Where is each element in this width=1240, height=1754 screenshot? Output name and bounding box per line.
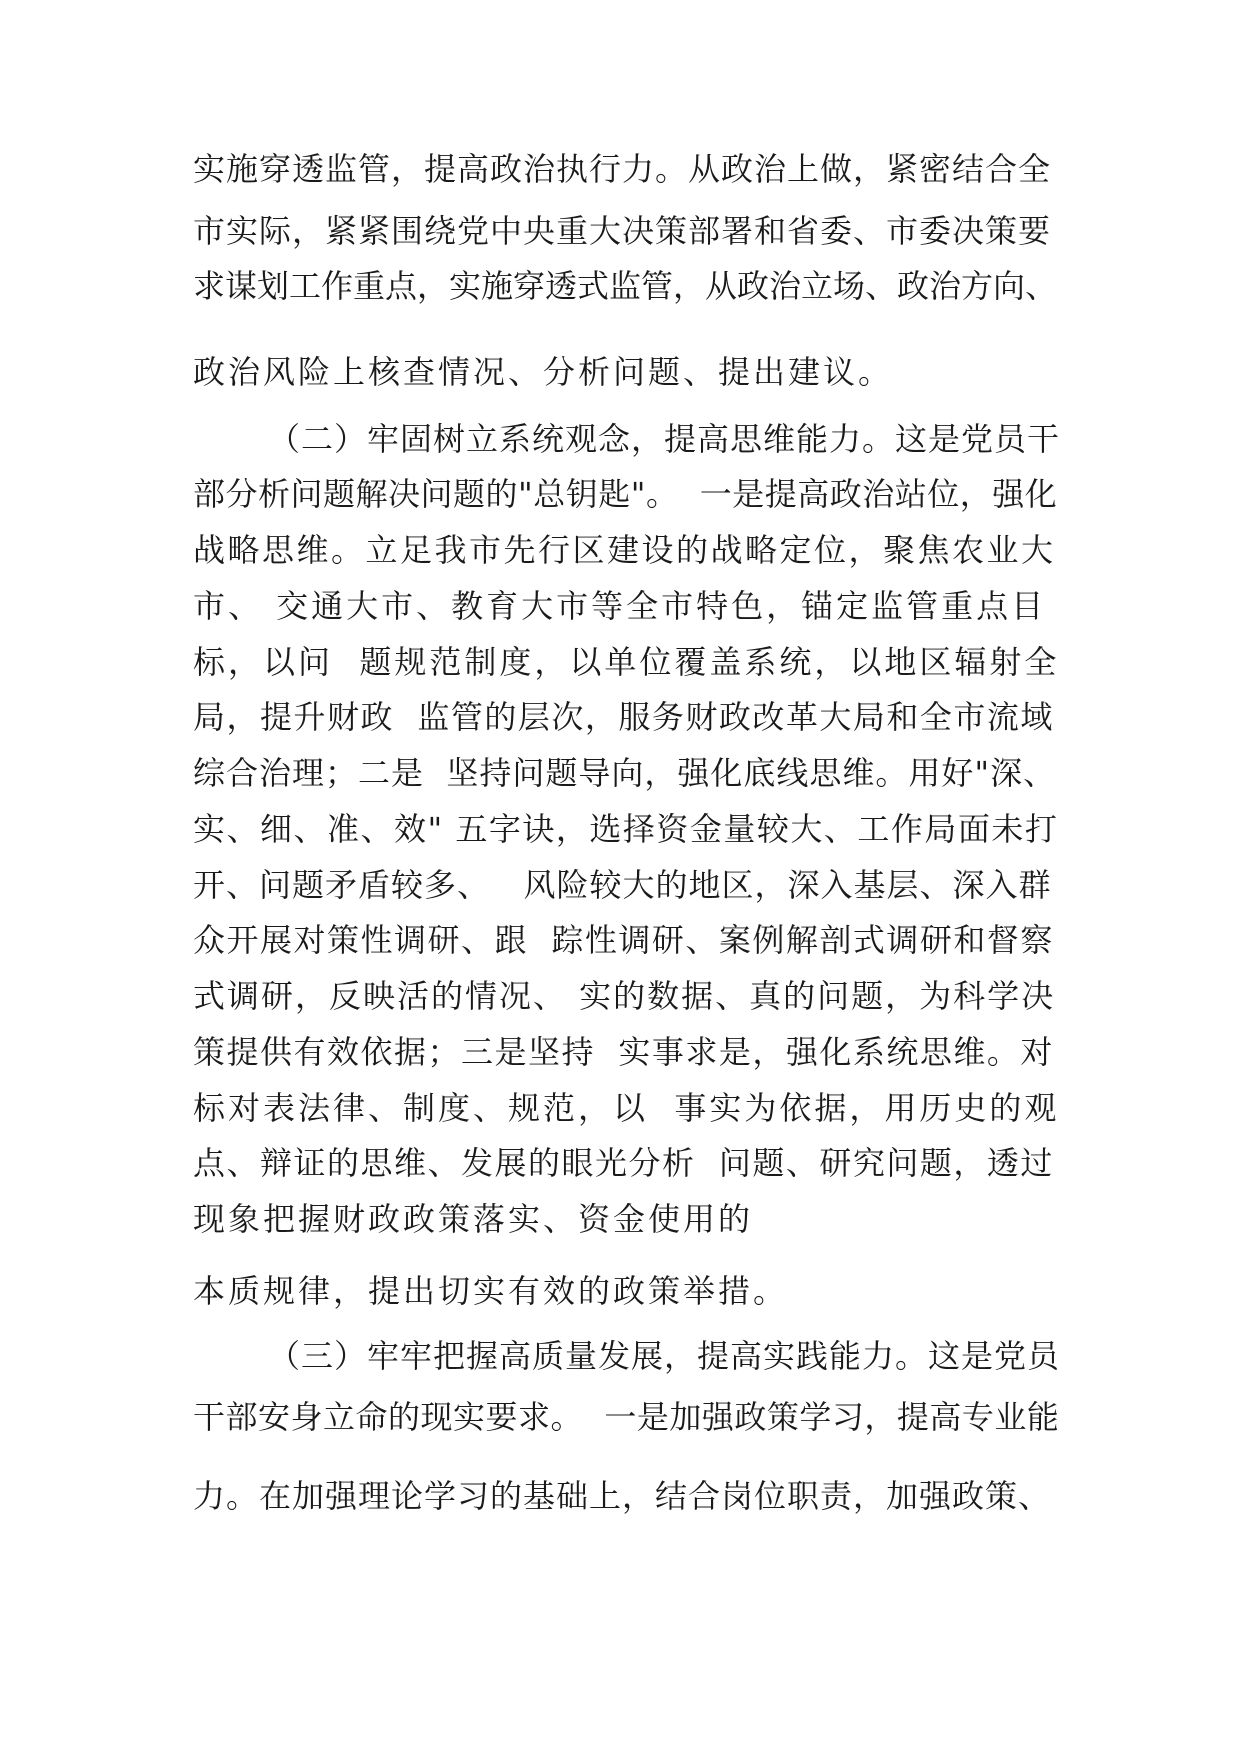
- text-line-2: 市实际，紧紧围绕党中央重大决策部署和省委、市委决策要: [193, 212, 1052, 250]
- text-line-20: 本质规律，提出切实有效的政策举措。: [193, 1272, 789, 1310]
- text-line-7: 战略思维。立足我市先行区建设的战略定位，聚焦农业大: [193, 531, 1056, 569]
- text-line-9: 标，以问 题规范制度，以单位覆盖系统，以地区辐射全: [193, 643, 1060, 681]
- text-line-11: 综合治理；二是 坚持问题导向，强化底线思维。用好"深、: [193, 754, 1057, 792]
- text-line-23: 力。在加强理论学习的基础上，结合岗位职责，加强政策、: [193, 1477, 1052, 1515]
- text-line-8: 市、 交通大市、教育大市等全市特色，锚定监管重点目: [193, 587, 1047, 625]
- text-line-14: 众开展对策性调研、跟 踪性调研、案例解剖式调研和督察: [193, 921, 1054, 959]
- text-line-19: 现象把握财政政策落实、资金使用的: [193, 1200, 754, 1238]
- text-line-1: 实施穿透监管，提高政治执行力。从政治上做，紧密结合全: [193, 150, 1052, 188]
- text-line-3: 求谋划工作重点，实施穿透式监管，从政治立场、政治方向、: [193, 267, 1058, 305]
- text-line-21: （三）牢牢把握高质量发展，提高实践能力。这是党员: [268, 1337, 1061, 1375]
- text-line-6: 部分析问题解决问题的"总钥匙"。 一是提高政治站位，强化: [193, 475, 1058, 513]
- text-line-22: 干部安身立命的现实要求。 一是加强政策学习，提高专业能: [193, 1398, 1060, 1436]
- text-line-12: 实、细、准、效" 五字诀，选择资金量较大、工作局面未打: [193, 810, 1059, 848]
- text-line-18: 点、辩证的思维、发展的眼光分析 问题、研究问题，透过: [193, 1144, 1054, 1182]
- text-line-16: 策提供有效依据；三是坚持 实事求是，强化系统思维。对: [193, 1033, 1054, 1071]
- text-line-4: 政治风险上核查情况、分析问题、提出建议。: [193, 353, 894, 391]
- text-line-13: 开、问题矛盾较多、 风险较大的地区，深入基层、深入群: [193, 866, 1052, 904]
- text-line-17: 标对表法律、制度、规范，以 事实为依据，用历史的观: [193, 1089, 1060, 1127]
- text-line-5: （二）牢固树立系统观念，提高思维能力。这是党员干: [268, 420, 1061, 458]
- text-line-15: 式调研，反映活的情况、 实的数据、真的问题，为科学决: [193, 977, 1056, 1015]
- text-line-10: 局，提升财政 监管的层次，服务财政改革大局和全市流域: [193, 698, 1054, 736]
